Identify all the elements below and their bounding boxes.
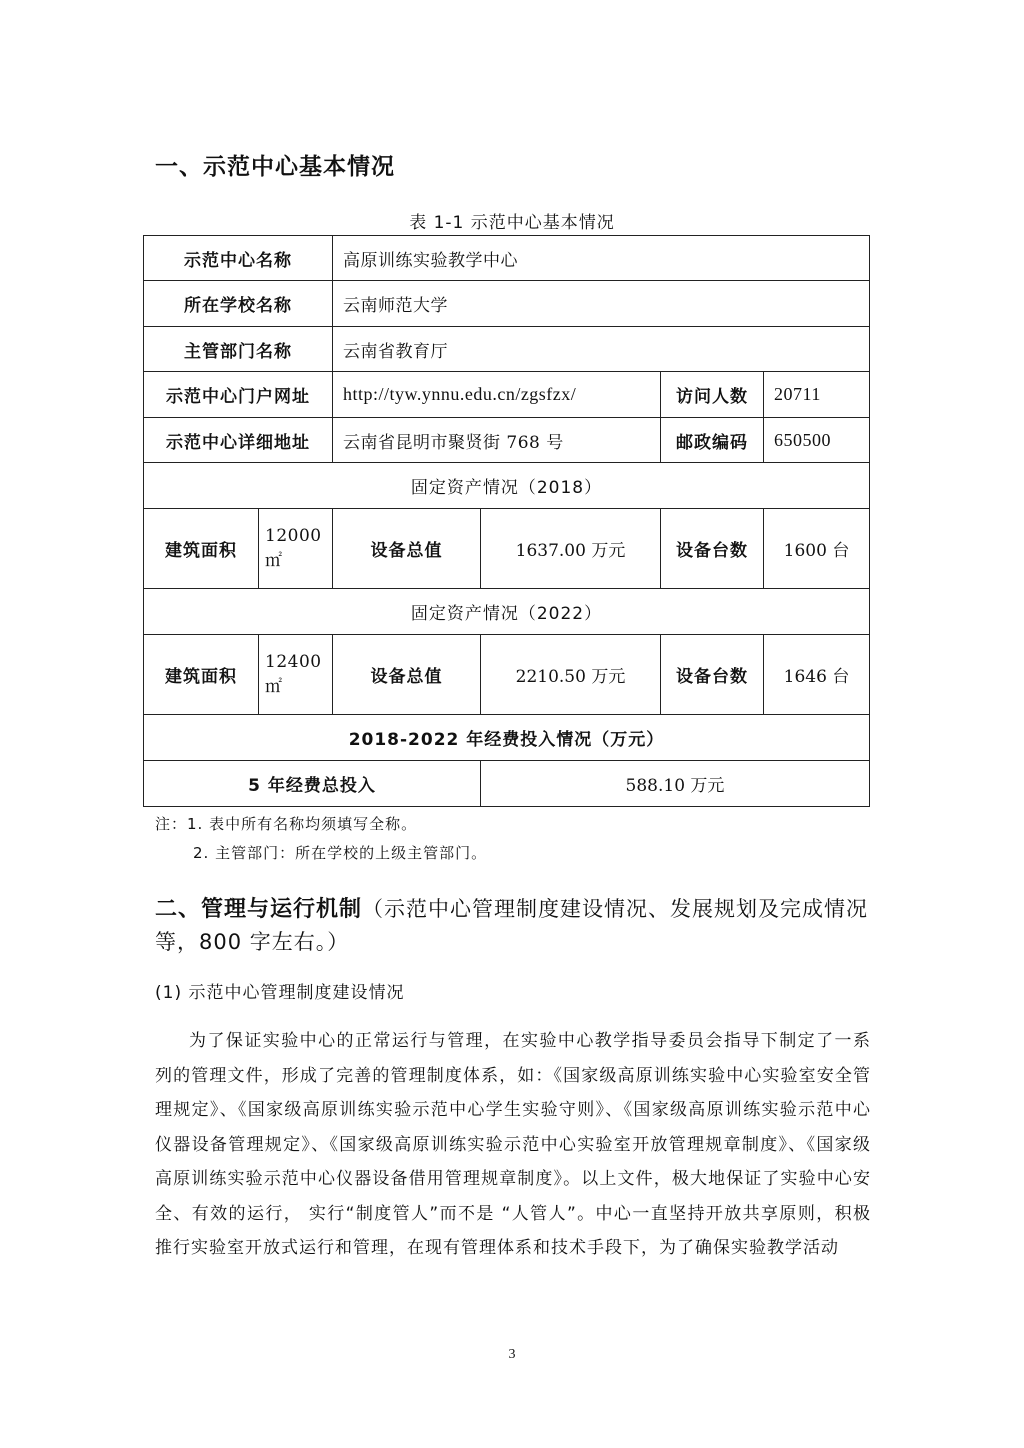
table-row <box>144 372 870 418</box>
area-2018-label: 建筑面积 <box>144 509 259 589</box>
equip-value-2022-label: 设备总值 <box>333 635 481 715</box>
dept-name-value: 云南省教育厅 <box>333 327 870 372</box>
table-row <box>144 761 870 807</box>
basic-info-table <box>143 235 870 807</box>
funding-value: 588.10 万元 <box>481 761 870 807</box>
section2-title-bold: 二、管理与运行机制 <box>155 897 363 922</box>
area-2022-value: 12400 ㎡ <box>259 635 333 715</box>
portal-url-label: 示范中心门户网址 <box>144 372 333 418</box>
body-paragraph: 为了保证实验中心的正常运行与管理，在实验中心教学指导委员会指导下制定了一系列的管理文件，形成了完善的管理制度体系，如：《国家级高原训练实验中心实验室安全管理规定》、《国家级高原训练实验示范中心学生实验守则》、《国家级高原训练实验示范中心仪器设备管理规定》、《国家级高原训练实验示范中心实验室开放管理规章制度》、《国家级高原训练实验示范中心仪器设备借用管理规章制度》。以上文件，极大地保证了实验中心安全、有效的运行， 实行“制度管人”而不是 “人管人”。中心一直坚持开放共享原则，积极推行实验室开放式运行和管理，在现有管理体系和技术手段下，为了确保实验教学活动 <box>155 1031 871 1258</box>
table-row <box>144 463 870 509</box>
section1-title: 一、示范中心基本情况 <box>155 154 395 180</box>
school-name-value: 云南师范大学 <box>333 281 870 327</box>
equip-count-2018: 1600 台 <box>764 509 870 589</box>
postcode-value: 650500 <box>764 418 870 463</box>
address-label: 示范中心详细地址 <box>144 418 333 463</box>
table-caption: 表 1-1 示范中心基本情况 <box>409 213 615 233</box>
equip-value-2018-label: 设备总值 <box>333 509 481 589</box>
funding-label: 5 年经费总投入 <box>144 761 481 807</box>
table-row <box>144 635 870 715</box>
equip-count-2022-label: 设备台数 <box>661 635 764 715</box>
table-note-1: 注：1. 表中所有名称均须填写全称。 <box>155 815 418 833</box>
table-row <box>144 715 870 761</box>
table-row <box>144 418 870 463</box>
table-row <box>144 327 870 372</box>
postcode-label: 邮政编码 <box>661 418 764 463</box>
assets-2022-title: 固定资产情况（2022） <box>144 589 870 635</box>
visits-value: 20711 <box>764 372 870 418</box>
table-row <box>144 236 870 281</box>
table-row <box>144 509 870 589</box>
address-value: 云南省昆明市聚贤街 768 号 <box>333 418 661 463</box>
school-name-label: 所在学校名称 <box>144 281 333 327</box>
equip-count-2018-label: 设备台数 <box>661 509 764 589</box>
center-name-label: 示范中心名称 <box>144 236 333 281</box>
equip-value-2022: 2210.50 万元 <box>481 635 661 715</box>
equip-count-2022: 1646 台 <box>764 635 870 715</box>
page-number: 3 <box>508 1347 516 1362</box>
table-row <box>144 281 870 327</box>
equip-value-2018: 1637.00 万元 <box>481 509 661 589</box>
dept-name-label: 主管部门名称 <box>144 327 333 372</box>
area-2022-label: 建筑面积 <box>144 635 259 715</box>
section2-title <box>155 893 875 959</box>
area-2018-value: 12000 ㎡ <box>259 509 333 589</box>
center-name-value: 高原训练实验教学中心 <box>333 236 870 281</box>
subsection1-title: (1) 示范中心管理制度建设情况 <box>155 983 405 1003</box>
table-note-2: 2. 主管部门：所在学校的上级主管部门。 <box>193 844 488 862</box>
assets-2018-title: 固定资产情况（2018） <box>144 463 870 509</box>
table-row <box>144 589 870 635</box>
visits-label: 访问人数 <box>661 372 764 418</box>
portal-url-value: http://tyw.ynnu.edu.cn/zgsfzx/ <box>333 372 661 418</box>
funding-title: 2018-2022 年经费投入情况（万元） <box>144 715 870 761</box>
section2-title-rest: （示范中心管理制度建设情况、发展规划及完成情况等，800 字左右。） <box>155 897 869 954</box>
